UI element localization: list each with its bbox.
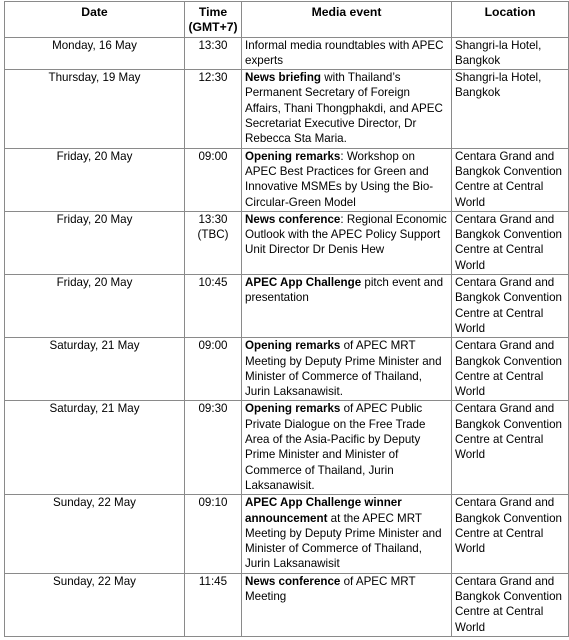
time-value: 09:10	[198, 496, 228, 510]
event-description: with Thailand’s Permanent Secretary of Foreign Affairs, Thani Thongphakdi, and APEC Secretariat Executive Director, Dr Rebecca Sta Maria.	[245, 71, 443, 146]
event-description: Informal media roundtables with APEC experts	[245, 38, 444, 67]
cell-date: Monday, 16 May	[5, 37, 185, 70]
cell-date: Sunday, 22 May	[5, 573, 185, 636]
event-highlight: APEC App Challenge	[245, 276, 362, 290]
cell-location: Centara Grand and Bangkok Convention Centre at Central World	[452, 401, 569, 495]
cell-event	[242, 338, 452, 401]
cell-event	[242, 37, 452, 70]
cell-date: Friday, 20 May	[5, 275, 185, 338]
time-value: 09:00	[198, 339, 228, 353]
cell-time	[185, 401, 242, 495]
table-row	[5, 70, 569, 148]
column-header-date	[5, 2, 185, 38]
event-description: of APEC MRT Meeting	[245, 574, 416, 603]
cell-time	[185, 573, 242, 636]
cell-location: Shangri-la Hotel, Bangkok	[452, 37, 569, 70]
table-row	[5, 37, 569, 70]
time-value: 09:00	[198, 149, 228, 163]
column-header-event	[242, 2, 452, 38]
event-description: of APEC MRT Meeting by Deputy Prime Minister and Minister of Commerce of Thailand, Jurin Laksanawisit.	[245, 339, 442, 399]
cell-location: Centara Grand and Bangkok Convention Centre at Central World	[452, 211, 569, 274]
cell-event	[242, 70, 452, 148]
cell-time	[185, 275, 242, 338]
event-highlight: Opening remarks	[245, 402, 341, 416]
table-row	[5, 401, 569, 495]
event-description: at the APEC MRT Meeting by Deputy Prime Minister and Minister of Commerce of Thailand, Jurin Laksanawisit	[245, 511, 442, 571]
cell-event	[242, 401, 452, 495]
event-highlight: Opening remarks	[245, 149, 341, 163]
cell-date: Thursday, 19 May	[5, 70, 185, 148]
cell-event	[242, 211, 452, 274]
cell-time	[185, 211, 242, 274]
event-description: : Workshop on APEC Best Practices for Green and Innovative MSMEs by Using the Bio-Circular-Green Model	[245, 149, 434, 209]
media-schedule-table	[4, 1, 569, 637]
time-value: 09:30	[198, 402, 228, 416]
column-header-time-label: Time	[198, 5, 228, 19]
event-description: of APEC Public Private Dialogue on the Free Trade Area of the Asia-Pacific by Deputy Prime Minister and Minister of Commerce of Thailand, Jurin Laksanawisit.	[245, 402, 426, 492]
event-highlight: Opening remarks	[245, 339, 341, 353]
cell-location: Centara Grand and Bangkok Convention Centre at Central World	[452, 573, 569, 636]
time-value: 12:30	[198, 71, 228, 85]
time-value: 10:45	[198, 276, 228, 290]
cell-date: Saturday, 21 May	[5, 401, 185, 495]
event-highlight: News conference	[245, 212, 341, 226]
cell-location: Centara Grand and Bangkok Convention Centre at Central World	[452, 338, 569, 401]
cell-time	[185, 338, 242, 401]
column-header-location-label: Location	[484, 5, 536, 19]
cell-time	[185, 148, 242, 211]
cell-event	[242, 573, 452, 636]
column-header-location	[452, 2, 569, 38]
time-value: 11:45	[198, 574, 228, 588]
cell-event	[242, 148, 452, 211]
time-value: 13:30	[198, 38, 228, 52]
column-header-date-label: Date	[81, 5, 108, 19]
table-row	[5, 275, 569, 338]
table-row	[5, 495, 569, 573]
column-header-time-zone: (GMT+7)	[188, 20, 238, 35]
time-value: 13:30	[198, 212, 228, 226]
cell-location: Centara Grand and Bangkok Convention Centre at Central World	[452, 148, 569, 211]
cell-date: Friday, 20 May	[5, 211, 185, 274]
cell-event	[242, 495, 452, 573]
table-row	[5, 338, 569, 401]
cell-date: Friday, 20 May	[5, 148, 185, 211]
cell-location: Centara Grand and Bangkok Convention Centre at Central World	[452, 275, 569, 338]
cell-date: Saturday, 21 May	[5, 338, 185, 401]
event-highlight: APEC App Challenge winner announcement	[245, 496, 402, 525]
event-highlight: News briefing	[245, 71, 322, 85]
table-row	[5, 148, 569, 211]
column-header-time	[185, 2, 242, 38]
cell-time	[185, 495, 242, 573]
table-row	[5, 211, 569, 274]
event-description: pitch event and presentation	[245, 276, 444, 305]
cell-location: Centara Grand and Bangkok Convention Centre at Central World	[452, 495, 569, 573]
event-description: : Regional Economic Outlook with the APEC Policy Support Unit Director Dr Denis Hew	[245, 212, 447, 257]
media-schedule	[4, 1, 562, 637]
cell-location: Shangri-la Hotel, Bangkok	[452, 70, 569, 148]
cell-event	[242, 275, 452, 338]
time-note: (TBC)	[197, 228, 229, 242]
event-highlight: News conference	[245, 574, 341, 588]
cell-time	[185, 70, 242, 148]
cell-time	[185, 37, 242, 70]
table-header-row	[5, 2, 569, 38]
cell-date: Sunday, 22 May	[5, 495, 185, 573]
table-row	[5, 573, 569, 636]
column-header-event-label: Media event	[311, 5, 382, 19]
